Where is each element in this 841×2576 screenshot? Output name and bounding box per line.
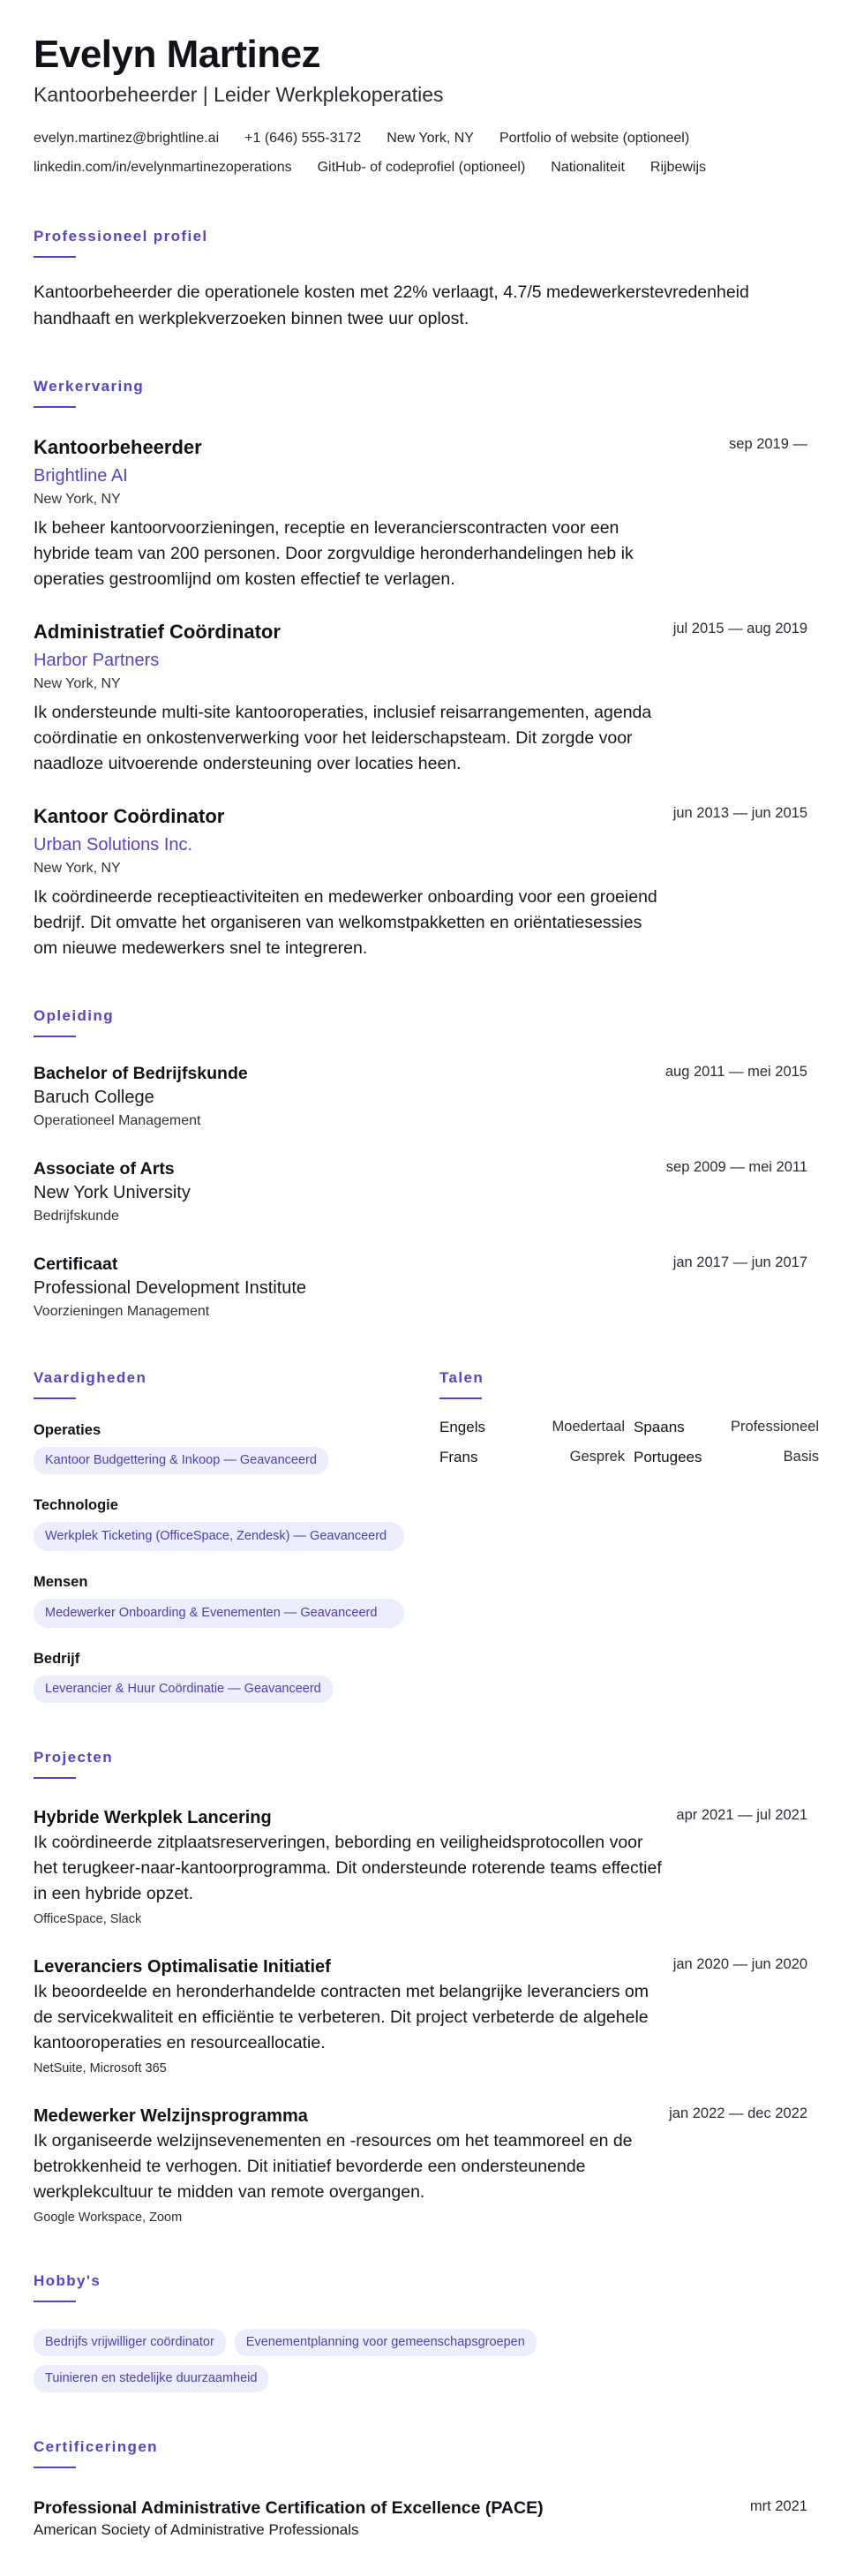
education-degree: Associate of Arts <box>34 1159 175 1179</box>
education-school: Baruch College <box>34 1088 154 1107</box>
job-title: Administratief Coördinator <box>34 621 281 643</box>
skill-category: Mensen <box>34 1574 88 1590</box>
job-company: Brightline AI <box>34 466 128 486</box>
candidate-name: Evelyn Martinez <box>34 33 321 76</box>
project-entry <box>34 1955 807 2077</box>
language-level: Moedertaal <box>552 1419 625 1435</box>
project-dates: jan 2022 — dec 2022 <box>669 2105 807 2121</box>
job-dates: jun 2013 — jun 2015 <box>672 805 807 821</box>
education-degree: Bachelor of Bedrijfskunde <box>34 1064 248 1083</box>
contact-drivers-license: Rijbewijs <box>650 160 707 175</box>
project-dates: jan 2020 — jun 2020 <box>672 1956 807 1972</box>
section-divider <box>34 1777 76 1779</box>
job-title: Kantoor Coördinator <box>34 805 225 827</box>
language-level: Basis <box>783 1449 819 1465</box>
job-title: Kantoorbeheerder <box>34 436 202 458</box>
section-title-profile: Professioneel profiel <box>34 228 208 245</box>
project-entry <box>34 2104 807 2226</box>
certification-name: Professional Administrative Certification of Excellence (PACE) <box>34 2498 544 2518</box>
hobby-pill: Evenementplanning voor gemeenschapsgroepen <box>235 2329 537 2356</box>
job-entry <box>34 619 807 777</box>
skill-group <box>34 1649 404 1703</box>
hobby-pill: Bedrijfs vrijwilliger coördinator <box>34 2329 226 2356</box>
language-level: Professioneel <box>731 1419 819 1435</box>
contact-portfolio[interactable]: Portfolio of website (optioneel) <box>499 131 690 146</box>
education-entry <box>34 1253 807 1323</box>
skill-category: Bedrijf <box>34 1651 80 1667</box>
section-title-experience: Werkervaring <box>34 378 145 395</box>
skill-group <box>34 1420 404 1474</box>
language-name: Portugees <box>634 1449 702 1465</box>
hobby-pill: Tuinieren en stedelijke duurzaamheid <box>34 2365 268 2392</box>
job-description: Ik ondersteunde multi-site kantooroperaties, inclusief reisarrangementen, agenda coördinatie en onkostenverwerking voor het leiderschapsteam. Dit zorgde voor naadloze uitvoerende ondersteuning over locaties heen. <box>34 703 652 773</box>
section-divider <box>34 406 76 408</box>
skill-group <box>34 1495 404 1551</box>
job-entry <box>34 803 807 961</box>
project-tools: NetSuite, Microsoft 365 <box>34 2061 167 2075</box>
certification-issuer: American Society of Administrative Professionals <box>34 2521 359 2538</box>
job-company: Urban Solutions Inc. <box>34 835 193 855</box>
profile-section <box>34 228 807 332</box>
education-dates: sep 2009 — mei 2011 <box>665 1159 807 1175</box>
section-divider <box>34 2301 76 2302</box>
project-dates: apr 2021 — jul 2021 <box>676 1807 807 1823</box>
job-description: Ik beheer kantoorvoorzieningen, receptie en leverancierscontracten voor een hybride team van 200 personen. Door zorgvuldige heronderhandelingen heb ik operaties gestroomlijnd om kosten effectief te verlagen. <box>34 518 634 589</box>
skill-category: Technologie <box>34 1497 118 1513</box>
candidate-headline: Kantoorbeheerder | Leider Werkplekoperaties <box>34 83 444 106</box>
education-degree: Certificaat <box>34 1254 118 1274</box>
skills-languages-row <box>34 1369 819 1703</box>
contact-email[interactable]: evelyn.martinez@brightline.ai <box>34 131 220 146</box>
section-divider <box>34 256 76 258</box>
language-name: Frans <box>439 1449 478 1465</box>
skills-section <box>34 1369 404 1703</box>
section-divider <box>34 2467 76 2468</box>
job-company: Harbor Partners <box>34 651 160 670</box>
section-title-education: Opleiding <box>34 1007 114 1024</box>
education-field: Bedrijfskunde <box>34 1209 119 1224</box>
section-title-hobbies: Hobby's <box>34 2272 101 2289</box>
skill-pill: Medewerker Onboarding & Evenementen — Geavanceerd <box>34 1599 404 1628</box>
contact-info <box>34 124 807 182</box>
job-location: New York, NY <box>34 676 121 691</box>
job-location: New York, NY <box>34 492 121 507</box>
projects-section <box>34 1749 807 2226</box>
skill-group <box>34 1572 404 1628</box>
education-section <box>34 1007 807 1323</box>
resume-header <box>34 32 807 182</box>
project-title: Hybride Werkplek Lancering <box>34 1808 272 1827</box>
section-divider <box>439 1397 482 1399</box>
project-description: Ik organiseerde welzijnsevenementen en -resources om het teammoreel en de betrokkenheid te verhogen. Dit initiatief bevorderde een ondersteunende werkplekcultuur te midden van remote overgangen. <box>34 2131 633 2202</box>
language-level: Gesprek <box>569 1449 625 1465</box>
project-entry <box>34 1805 807 1928</box>
education-school: Professional Development Institute <box>34 1278 307 1298</box>
education-entry <box>34 1157 807 1228</box>
skill-pill: Werkplek Ticketing (OfficeSpace, Zendesk) — Geavanceerd <box>34 1522 404 1551</box>
experience-section <box>34 378 807 961</box>
profile-summary: Kantoorbeheerder die operationele kosten met 22% verlaagt, 4.7/5 medewerkerstevredenheid handhaaft en werkplekverzoeken binnen twee uur oplost. <box>34 282 749 328</box>
education-dates: aug 2011 — mei 2015 <box>665 1064 807 1080</box>
job-description: Ik coördineerde receptieactiviteiten en medewerker onboarding voor een groeiend bedrijf. Dit omvatte het organiseren van welkomstpakketten en oriëntatiesessies om nieuwe medewerkers snel te integreren. <box>34 887 657 958</box>
education-field: Operationeel Management <box>34 1113 201 1128</box>
languages-list <box>439 1419 819 1466</box>
section-title-projects: Projecten <box>34 1749 114 1766</box>
section-title-skills: Vaardigheden <box>34 1369 147 1386</box>
hobbies-list <box>34 2320 616 2392</box>
section-title-languages: Talen <box>439 1369 484 1386</box>
project-description: Ik coördineerde zitplaatsreserveringen, bebording en veiligheidsprotocollen voor het terugkeer-naar-kantoorprogramma. Dit ondersteunde roterende teams effectief in een hybride opzet. <box>34 1833 662 1903</box>
education-dates: jan 2017 — jun 2017 <box>672 1254 807 1270</box>
job-location: New York, NY <box>34 861 121 876</box>
skill-pill: Leverancier & Huur Coördinatie — Geavanceerd <box>34 1676 333 1703</box>
job-entry <box>34 434 807 592</box>
section-divider <box>34 1036 76 1037</box>
certification-date: mrt 2021 <box>749 2498 807 2514</box>
project-title: Leveranciers Optimalisatie Initiatief <box>34 1957 331 1977</box>
education-entry <box>34 1062 807 1133</box>
project-tools: Google Workspace, Zoom <box>34 2211 183 2225</box>
languages-section <box>439 1369 819 1703</box>
contact-linkedin[interactable]: linkedin.com/in/evelynmartinezoperations <box>34 160 292 175</box>
education-school: New York University <box>34 1183 191 1202</box>
contact-phone[interactable]: +1 (646) 555-3172 <box>244 131 362 146</box>
section-divider <box>34 1397 76 1399</box>
contact-github[interactable]: GitHub- of codeprofiel (optioneel) <box>317 160 526 175</box>
language-name: Engels <box>439 1419 485 1435</box>
certification-entry <box>34 2497 807 2541</box>
language-name: Spaans <box>634 1419 685 1435</box>
certifications-section <box>34 2438 807 2541</box>
project-tools: OfficeSpace, Slack <box>34 1912 142 1926</box>
project-title: Medewerker Welzijnsprogramma <box>34 2106 308 2126</box>
education-field: Voorzieningen Management <box>34 1304 210 1319</box>
contact-location: New York, NY <box>387 131 474 146</box>
job-dates: jul 2015 — aug 2019 <box>672 621 807 636</box>
hobbies-section <box>34 2272 807 2392</box>
contact-nationality: Nationaliteit <box>551 160 625 175</box>
skill-category: Operaties <box>34 1422 101 1438</box>
job-dates: sep 2019 — <box>729 436 807 452</box>
project-description: Ik beoordeelde en heronderhandelde contracten met belangrijke leveranciers om de servicekwaliteit en efficiëntie te verbeteren. Dit project verbeterde de algehele kantooroperaties en resourceallocatie. <box>34 1982 650 2053</box>
skill-pill: Kantoor Budgettering & Inkoop — Geavanceerd <box>34 1447 328 1474</box>
section-title-certifications: Certificeringen <box>34 2438 158 2455</box>
